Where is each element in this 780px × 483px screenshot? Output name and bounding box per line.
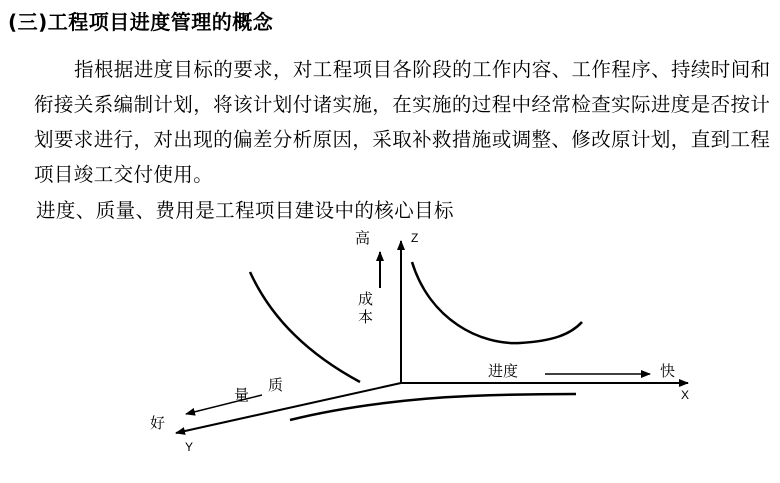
quality-arrow bbox=[186, 395, 262, 414]
core-objectives-caption: 进度、质量、费用是工程项目建设中的核心目标 bbox=[36, 199, 454, 222]
label-quality-1: 质 bbox=[268, 376, 284, 394]
section-heading: (三)工程项目进度管理的概念 bbox=[8, 10, 274, 34]
label-cost-1: 成 bbox=[358, 290, 374, 308]
definition-paragraph: 指根据进度目标的要求，对工程项目各阶段的工作内容、工作程序、持续时间和衔接关系编制计划，将该计划付诸实施，在实施的过程中经常检查实际进度是否按计划要求进行，对出现的偏差分析原因，采取补救措施或调整、修改原计划，直到工程项目竣工交付使用。 bbox=[34, 58, 771, 186]
label-progress: 进度 bbox=[488, 362, 519, 380]
label-fast: 快 bbox=[660, 362, 676, 380]
cost-progress-curve bbox=[412, 262, 582, 343]
label-high: 高 bbox=[355, 229, 371, 247]
axis-x-label: X bbox=[681, 388, 690, 402]
axis-z-label: Z bbox=[411, 231, 419, 245]
label-quality-2: 量 bbox=[234, 386, 250, 404]
label-good: 好 bbox=[150, 414, 166, 432]
left-curve bbox=[250, 272, 360, 382]
axis-y-label: Y bbox=[185, 440, 194, 454]
label-cost-2: 本 bbox=[358, 308, 374, 326]
